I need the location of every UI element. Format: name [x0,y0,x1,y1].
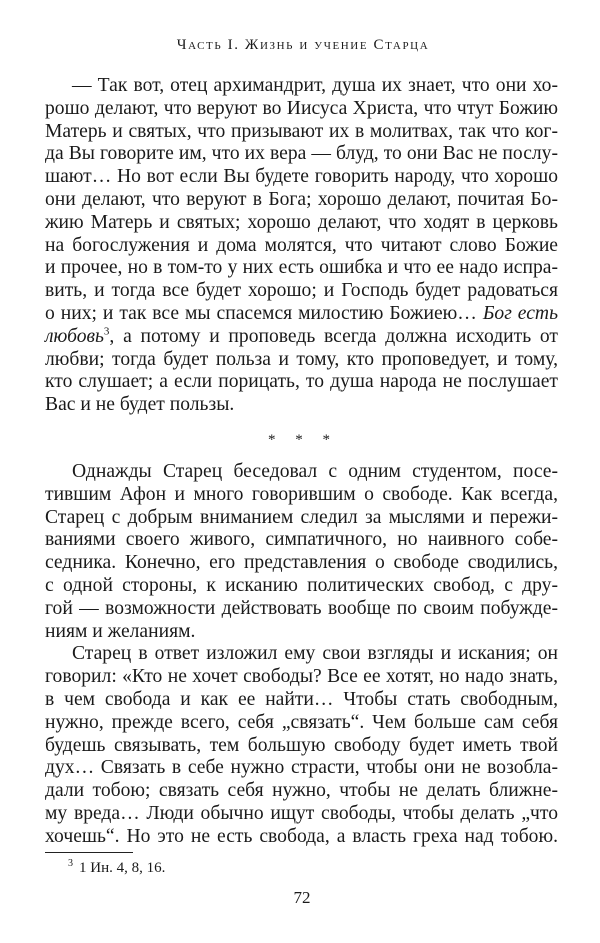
text-line: и прочее, но в том-то у них есть ошибка и что ее надо испра- [45,257,558,279]
text-line: ваниями своего живого, симпатичного, но наивного собе- [45,529,558,551]
text-line: хочешь“. Но это не есть свобода, а власть греха над тобою. [45,825,558,847]
running-header: Часть I. Жизнь и учение Старца [176,37,430,53]
text-line: Однажды Старец беседовал с одним студентом, посе- [72,461,558,482]
text-line: тившим Афон и много говорившим о свободе. Как всегда, [45,483,558,505]
paragraph-block-1 [45,75,558,417]
footnote-mark: 3 [68,858,73,869]
text-line [45,326,558,349]
text-line: рошо делают, что веруют во Иисуса Христа, что чтут Божию [45,97,558,119]
page-number: 72 [293,888,311,907]
text-line: гой — возможности действовать вообще по своим побужде- [45,597,558,619]
text-line: му вреда… Люди обычно ищут свободы, чтобы делать „что [45,802,558,824]
text-line: любви; тогда будет польза и тому, кто проповедует, и тому, [45,348,558,370]
text-line: Вас и не будет пользы. [45,394,235,416]
text-line: дух… Связать в себе нужно страсти, чтобы они не возобла- [45,757,558,779]
text-line: шают… Но вот если Вы будете говорить народу, что хорошо [45,166,558,188]
text-line: с одной стороны, к исканию политических свобод, с дру- [45,574,558,596]
footnote-text: 1 Ин. 4, 8, 16. [79,860,166,876]
text-line: — Так вот, отец архимандрит, душа их знает, что они хо- [72,75,558,96]
text-line: седника. Конечно, его представления о свободе сводились, [45,552,558,574]
footnote [68,859,165,877]
text-segment: о них; и так все мы спасемся милостию Божиею… [45,302,483,324]
footnote-reference[interactable]: 3 [103,325,110,338]
text-line: кто слушает; а если порицать, то душа народа не послушает [45,371,558,393]
text-line: дали тобою; связать себя нужно, чтобы не делать ближне- [45,780,558,802]
text-line: нужно, прежде всего, себя „связать“. Чем больше сам себя [45,711,558,733]
text-line: да Вы говорите им, что их вера — блуд, то они Вас не послу- [45,143,558,165]
text-line: в чем свобода и как ее найти… Чтобы стать свободным, [45,688,558,710]
text-line: будешь связывать, тем большую свободу будет иметь твой [45,734,558,756]
paragraph-block-2 [45,461,558,849]
text-line: на богослужения и дома молятся, что читают слово Божие [45,234,558,256]
text-line: Старец в ответ изложил ему свои взгляды и искания; он [72,643,558,665]
section-separator: * * * [268,432,338,448]
text-line: ниям и желаниям. [45,620,196,642]
text-line: Матерь и святых, что призывают их в молитвах, так что ког- [45,120,558,142]
italic-quote: любовь [45,325,104,347]
text-line: жию Матерь и святых; хорошо делают, что ходят в церковь [45,211,558,233]
text-line [45,303,558,326]
text-line: Старец с добрым вниманием следил за мыслями и пережи- [45,506,558,528]
text-segment: , а потому и проповедь всегда должна исходить от [109,325,558,347]
text-line: говорил: «Кто не хочет свободы? Все ее хотят, но надо знать, [45,666,558,688]
footnote-rule [45,852,133,853]
text-line: вить, и тогда все будет хорошо; и Господь будет радоваться [45,280,558,302]
text-line: они делают, что веруют в Бога; хорошо делают, почитая Бо- [45,188,558,210]
italic-quote: Бог есть [482,302,558,324]
